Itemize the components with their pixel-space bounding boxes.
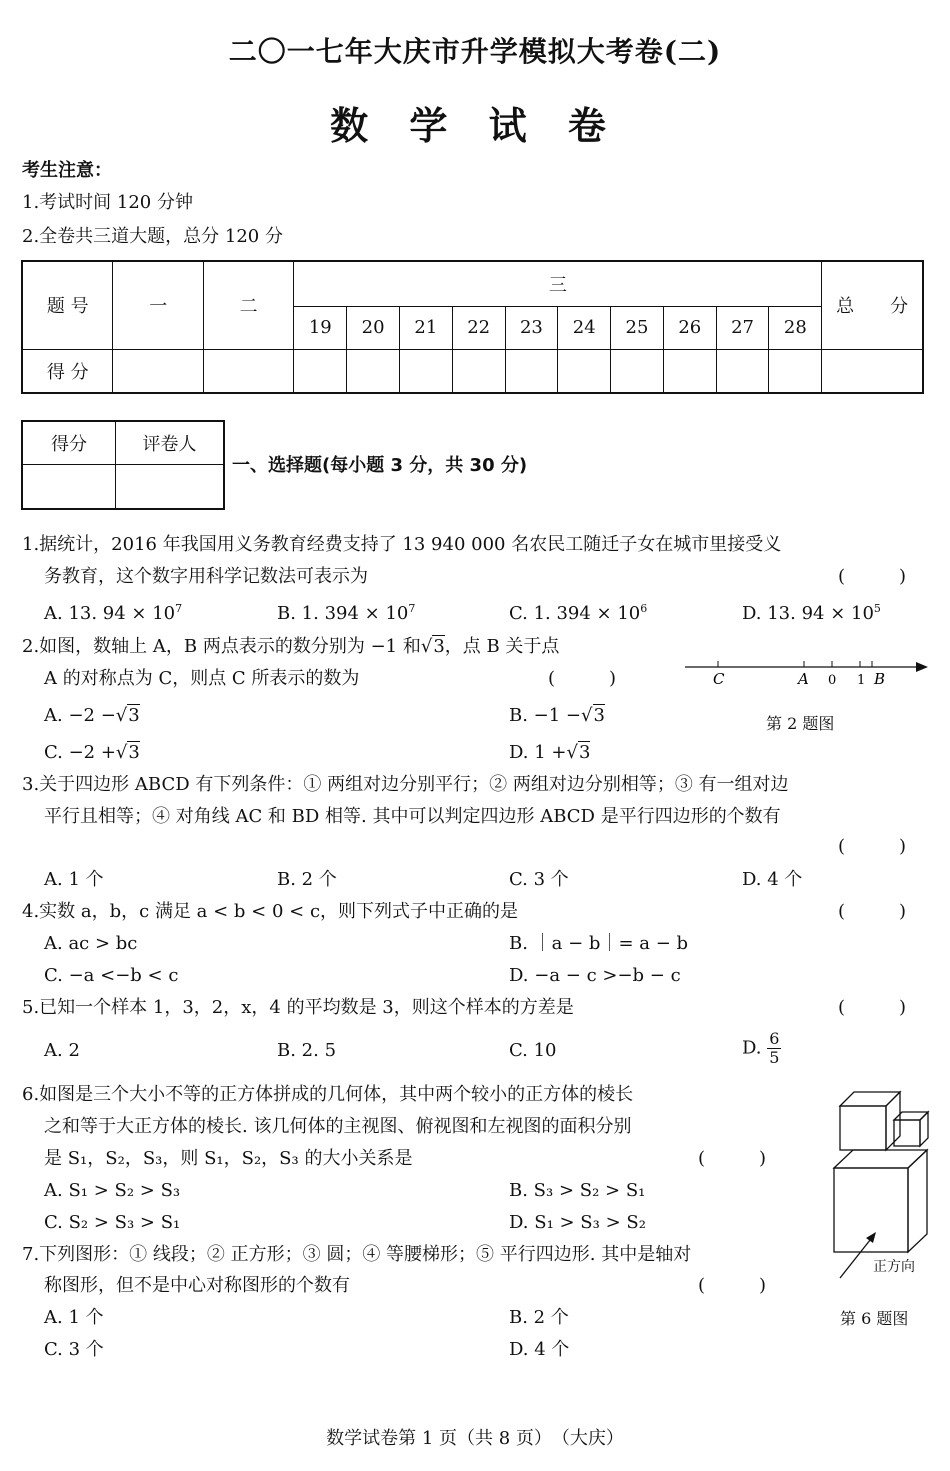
- notice-item-1: 1.考试时间 120 分钟: [22, 192, 193, 213]
- notice-heading: 考生注意：: [22, 160, 112, 181]
- q6-line2: 之和等于大正方体的棱长. 该几何体的主视图、俯视图和左视图的面积分别: [44, 1116, 632, 1137]
- small-cube-side: [920, 1112, 928, 1146]
- q1-line2: 务教育，这个数字用科学记数法可表示为: [44, 566, 368, 587]
- q6-line3: 是 S₁，S₂，S₃，则 S₁，S₂，S₃ 的大小关系是: [44, 1148, 413, 1169]
- q7-bracket: ( ): [698, 1275, 767, 1296]
- big-cube-top: [834, 1150, 927, 1168]
- direction-arrow-head: [866, 1232, 876, 1243]
- q1-option-d: D. 13. $94 \times 10^5$: [742, 602, 881, 624]
- q5-option-a: A. 2: [44, 1040, 80, 1061]
- q2-line2: A 的对称点为 C，则点 C 所表示的数为: [44, 668, 360, 689]
- q6-option-b: B. S₃ > S₂ > S₁: [509, 1180, 646, 1201]
- score-table-row-label-number: 题 号: [22, 261, 113, 349]
- q6-bracket: ( ): [698, 1148, 767, 1169]
- small-cube-front: [894, 1120, 920, 1146]
- score-table-subcol: 21: [399, 306, 452, 349]
- q2-option-d: D. 1 +√3: [509, 742, 591, 763]
- q3-bracket: ( ): [838, 836, 907, 857]
- grader-reviewer-cell[interactable]: [116, 464, 225, 509]
- score-cell[interactable]: [113, 349, 203, 393]
- number-line-arrow: [916, 662, 928, 672]
- score-table-subcol: 24: [558, 306, 611, 349]
- q2-bracket: ( ): [548, 668, 617, 689]
- score-cell[interactable]: [822, 349, 923, 393]
- grader-score-cell[interactable]: [22, 464, 116, 509]
- q6-option-d: D. S₁ > S₃ > S₂: [509, 1212, 646, 1233]
- medium-cube-side: [886, 1092, 900, 1150]
- q5-line1: 5.已知一个样本 1，3，2，x，4 的平均数是 3，则这个样本的方差是: [22, 997, 574, 1018]
- score-table-col-2: 二: [203, 261, 293, 349]
- q7-line2: 称图形，但不是中心对称图形的个数有: [44, 1275, 350, 1296]
- q4-option-a: A. ac > bc: [44, 933, 138, 954]
- page-footer: 数学试卷第 1 页（共 8 页） （大庆）: [326, 1428, 624, 1449]
- exam-subtitle: 数 学 试 卷: [330, 103, 620, 148]
- label-a: A: [798, 670, 809, 688]
- score-table-subcol: 28: [769, 306, 822, 349]
- score-table-subcol: 20: [347, 306, 400, 349]
- q3-option-c: C. 3 个: [509, 869, 569, 890]
- score-table-total: 总 分: [822, 261, 923, 349]
- q7-option-d: D. 4 个: [509, 1339, 570, 1360]
- q4-option-c: C. −a <−b < c: [44, 965, 179, 986]
- q5-option-c: C. 10: [509, 1040, 557, 1061]
- exam-title: 二〇一七年大庆市升学模拟大考卷(二): [228, 35, 722, 68]
- q5-option-b: B. 2. 5: [277, 1040, 337, 1061]
- score-cell[interactable]: [558, 349, 611, 393]
- score-table-subcol: 25: [611, 306, 664, 349]
- q6-option-c: C. S₂ > S₃ > S₁: [44, 1212, 181, 1233]
- q7-option-b: B. 2 个: [509, 1307, 569, 1328]
- score-table-subcol: 23: [505, 306, 558, 349]
- score-table-subcol: 19: [294, 306, 347, 349]
- q3-line1: 3.关于四边形 ABCD 有下列条件：① 两组对边分别平行；② 两组对边分别相等；③ 有一组对边: [22, 774, 789, 795]
- q7-line1: 7.下列图形：① 线段；② 正方形；③ 圆；④ 等腰梯形；⑤ 平行四边形. 其中是轴对: [22, 1244, 692, 1265]
- q2-option-c: C. −2 +√3: [44, 742, 140, 763]
- number-line-figure: [680, 652, 930, 692]
- big-cube-side: [908, 1150, 927, 1252]
- score-table-subcol: 27: [716, 306, 769, 349]
- q5-option-d: D. $\frac{6}{5}$: [742, 1029, 780, 1067]
- q6-option-a: A. S₁ > S₂ > S₃: [44, 1180, 181, 1201]
- score-cell[interactable]: [716, 349, 769, 393]
- q2-line1: 2.如图，数轴上 A，B 两点表示的数分别为 −1 和√3，点 B 关于点: [22, 636, 560, 657]
- score-cell[interactable]: [203, 349, 293, 393]
- q6-fig-label: 正方向: [873, 1259, 915, 1275]
- q3-option-a: A. 1 个: [44, 869, 104, 890]
- q7-option-c: C. 3 个: [44, 1339, 104, 1360]
- notice-item-2: 2.全卷共三道大题，总分 120 分: [22, 226, 283, 247]
- score-cell[interactable]: [399, 349, 452, 393]
- q4-line1: 4.实数 a，b，c 满足 a < b < 0 < c，则下列式子中正确的是: [22, 901, 519, 922]
- small-cube-top: [894, 1112, 928, 1120]
- q7-option-a: A. 1 个: [44, 1307, 104, 1328]
- q1-option-c: C. 1. $394 \times 10^6$: [509, 602, 648, 624]
- q6-line1: 6.如图是三个大小不等的正方体拼成的几何体，其中两个较小的正方体的棱长: [22, 1084, 634, 1105]
- q4-bracket: ( ): [838, 901, 907, 922]
- score-cell[interactable]: [663, 349, 716, 393]
- q2-option-b: B. −1 −√3: [509, 705, 605, 726]
- q3-option-b: B. 2 个: [277, 869, 337, 890]
- label-one: 1: [857, 673, 866, 688]
- q3-option-d: D. 4 个: [742, 869, 803, 890]
- q1-option-a: A. 13. $94 \times 10^7$: [44, 602, 183, 624]
- direction-arrow-line: [840, 1235, 874, 1278]
- score-table-subcol: 26: [663, 306, 716, 349]
- medium-cube-top: [840, 1092, 900, 1106]
- score-cell[interactable]: [769, 349, 822, 393]
- q1-line1: 1.据统计，2016 年我国用义务教育经费支持了 13 940 000 名农民工随迁子女在城市里接受义: [22, 534, 782, 555]
- cubes-figure: [828, 1080, 940, 1285]
- score-cell[interactable]: [347, 349, 400, 393]
- q6-caption: 第 6 题图: [840, 1309, 909, 1328]
- score-cell[interactable]: [611, 349, 664, 393]
- q1-option-b: B. 1. $394 \times 10^7$: [277, 602, 416, 624]
- score-table-col-1: 一: [113, 261, 203, 349]
- q5-bracket: ( ): [838, 997, 907, 1018]
- score-table-row-label-score: 得 分: [22, 349, 113, 393]
- q2-caption: 第 2 题图: [766, 714, 835, 733]
- medium-cube-front: [840, 1106, 886, 1150]
- q1-bracket: ( ): [838, 566, 907, 587]
- score-cell[interactable]: [452, 349, 505, 393]
- q3-line2: 平行且相等；④ 对角线 AC 和 BD 相等. 其中可以判定四边形 ABCD 是平行四边形的个数有: [44, 806, 781, 827]
- label-zero: 0: [828, 673, 837, 688]
- grader-reviewer-label: 评卷人: [116, 421, 225, 464]
- q4-option-b: B. ｜a − b｜= a − b: [509, 933, 689, 954]
- score-cell[interactable]: [294, 349, 347, 393]
- score-table: [21, 260, 924, 394]
- grader-score-label: 得分: [22, 421, 116, 464]
- section1-title: 一、选择题(每小题 3 分，共 30 分): [232, 455, 528, 476]
- q2-option-a: A. −2 −√3: [44, 705, 140, 726]
- score-table-col-3: 三: [294, 261, 822, 306]
- label-c: C: [713, 670, 725, 688]
- score-table-subcol: 22: [452, 306, 505, 349]
- score-cell[interactable]: [505, 349, 558, 393]
- grader-table: [21, 420, 225, 510]
- q4-option-d: D. −a − c >−b − c: [509, 965, 681, 986]
- label-b: B: [874, 670, 886, 688]
